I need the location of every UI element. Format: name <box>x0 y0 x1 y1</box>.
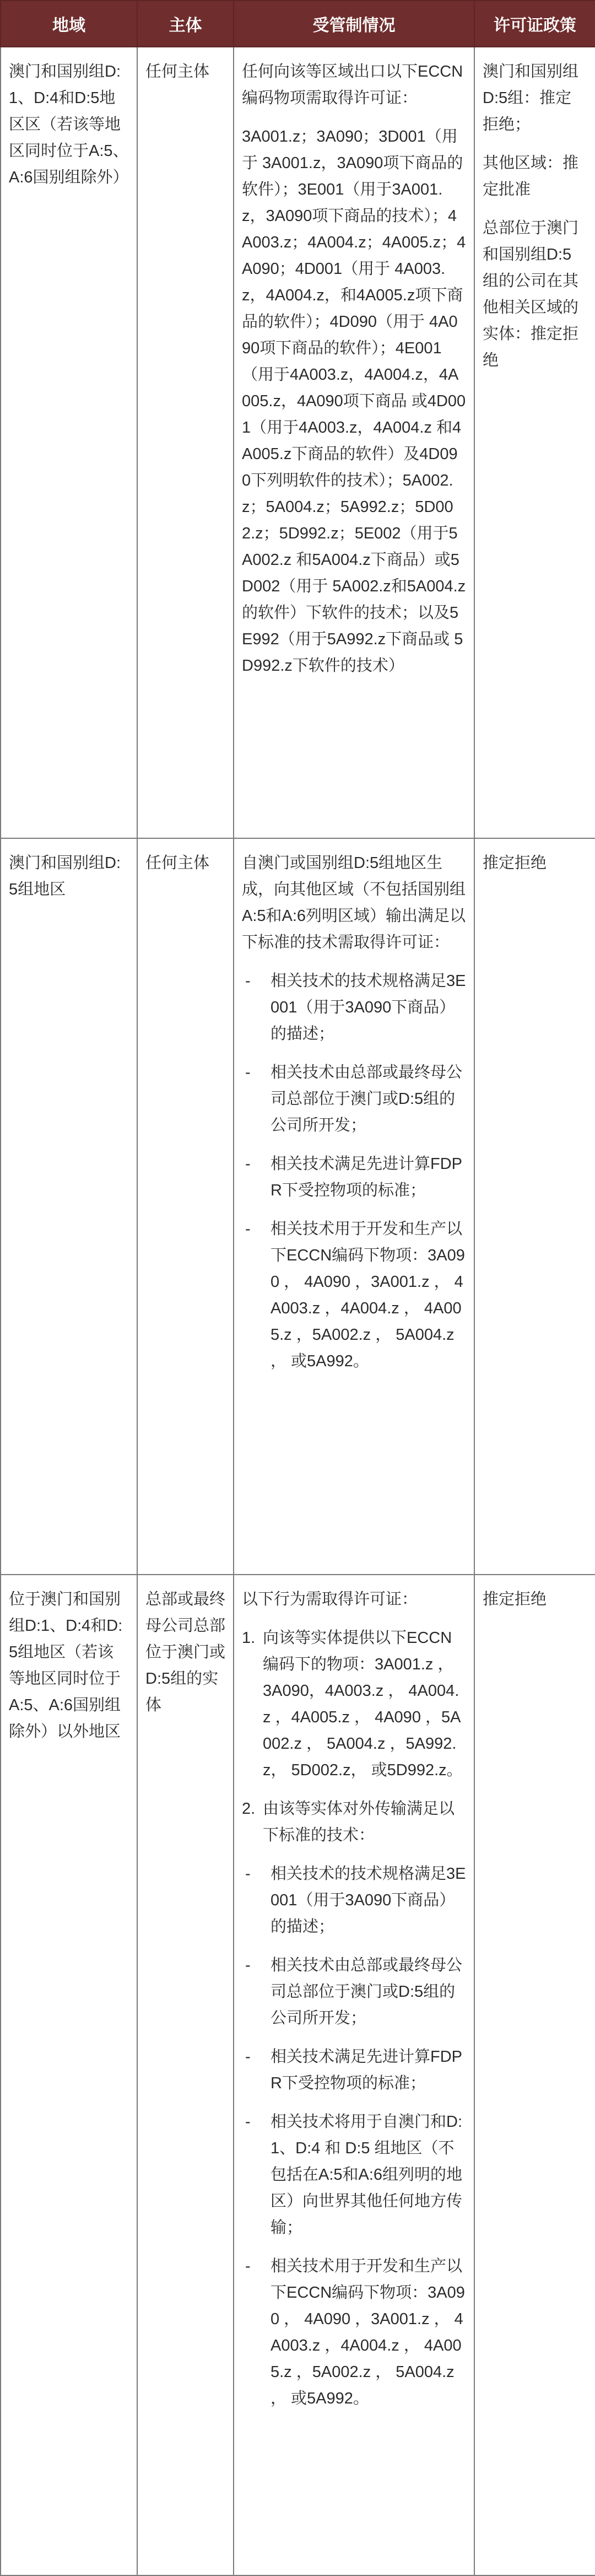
cell-subject <box>137 1575 234 2575</box>
controlled-intro: 任何向该等区域出口以下ECCN编码物项需取得许可证： <box>242 63 463 107</box>
region-text: 澳门和国别组D:1、D:4和D:5地区区（若该等地区同时位于A:5、A:6国别组除外） <box>9 63 129 186</box>
license-text: 推定拒绝 <box>483 854 547 872</box>
number-label: 2. <box>242 1800 256 1818</box>
subject-text: 总部或最终母公司总部位于澳门或D:5组的实体 <box>145 1591 226 1714</box>
cell-controlled <box>234 1575 474 2575</box>
controlled-body: 3A001.z；3A090；3D001（用于 3A001.z，3A090项下商品的软件）；3E001（用于3A001.z，3A090项下商品的技术）；4A003.z；4A004.z；4A005.z；4A090；4D001（用于 4A003.z，4A004.z，和4A005.z项下商品的软件）；4D090（用于 4A090项下商品的软件）；4E001（用于4A003.z，4A004.z，4A005.z，4A090项下商品 或4D001（用于4A003.z，4A004.z 和4A005.z下商品的软件）及4D090下列明软件的技术）；5A002.z；5A004.z；5A992.z；5D002.z；5D992.z；5E002（用于5A002.z 和5A004.z下商品）或5D002（用于 5A002.z和5A004.z的软件）下软件的技术；以及5E992（用于5A992.z下商品或 5D992.z下软件的技术） <box>242 128 466 675</box>
header-license-policy: 许可证政策 <box>474 1 595 47</box>
table-row <box>1 838 595 1575</box>
criteria-list <box>242 1861 466 2412</box>
list-item: - 相关技术用于开发和生产以下ECCN编码下物项：3A090 ， 4A090 ，3A001.z ， 4A003.z ，4A004.z ， 4A005.z ，5A002.z ， 5A004.z ， 或5A992。 <box>242 2253 466 2412</box>
numbered-item-text: 向该等实体提供以下ECCN编码下的物项：3A001.z ， 3A090，4A003.z ， 4A004.z ，4A005.z ， 4A090 ，5A002.z ， 5A004.z ，5A992.z， 5D002.z， 或5D992.z。 <box>263 1629 463 1779</box>
list-item: - 相关技术的技术规格满足3E001（用于3A090下商品）的描述； <box>242 1861 466 1940</box>
numbered-item <box>242 1796 466 2412</box>
subject-text: 任何主体 <box>145 63 210 80</box>
table-row <box>1 47 595 838</box>
cell-region <box>1 838 137 1575</box>
region-text: 澳门和国别组D:5组地区 <box>9 854 121 898</box>
license-line: 总部位于澳门和国别组D:5组的公司在其他相关区域的实体：推定拒绝 <box>483 219 579 369</box>
list-item: - 相关技术满足先进计算FDPR下受控物项的标准； <box>242 2044 466 2097</box>
cell-license-policy <box>474 838 595 1575</box>
list-item: - 相关技术的技术规格满足3E001（用于3A090下商品）的描述； <box>242 968 466 1047</box>
criteria-list <box>242 968 466 1375</box>
cell-subject <box>137 47 234 838</box>
numbered-list <box>242 1625 466 2412</box>
list-item: - 相关技术将用于自澳门和D:1、D:4 和 D:5 组地区（不包括在A:5和A:6组列明的地区）向世界其他任何地方传输； <box>242 2109 466 2241</box>
cell-controlled <box>234 838 474 1575</box>
controlled-intro: 自澳门或国别组D:5组地区生成，向其他区域（不包括国别组A:5和A:6列明区域）输出满足以下标准的技术需取得许可证： <box>242 854 466 951</box>
header-region: 地域 <box>1 1 137 47</box>
cell-region <box>1 47 137 838</box>
license-line: 澳门和国别组D:5组：推定拒绝； <box>483 63 579 133</box>
controlled-intro: 以下行为需取得许可证： <box>242 1591 418 1608</box>
number-label: 1. <box>242 1629 256 1647</box>
license-line: 其他区域：推定批准 <box>483 154 579 198</box>
license-text: 推定拒绝 <box>483 1591 547 1608</box>
cell-license-policy <box>474 47 595 838</box>
header-controlled: 受管制情况 <box>234 1 474 47</box>
subject-text: 任何主体 <box>145 854 210 872</box>
list-item: - 相关技术用于开发和生产以下ECCN编码下物项：3A090 ， 4A090 ，3A001.z ， 4A003.z ，4A004.z ， 4A005.z ，5A002.z ， 5A004.z ， 或5A992。 <box>242 1216 466 1375</box>
list-item: - 相关技术由总部或最终母公司总部位于澳门或D:5组的公司所开发； <box>242 1952 466 2031</box>
cell-license-policy <box>474 1575 595 2575</box>
list-item: - 相关技术满足先进计算FDPR下受控物项的标准； <box>242 1151 466 1204</box>
cell-subject <box>137 838 234 1575</box>
cell-controlled <box>234 47 474 838</box>
numbered-item <box>242 1625 466 1783</box>
table-row <box>1 1575 595 2575</box>
table-header-row <box>1 1 595 47</box>
region-text: 位于澳门和国别组D:1、D:4和D:5组地区（若该等地区同时位于A:5、A:6国别组除外）以外地区 <box>9 1591 123 1740</box>
header-subject: 主体 <box>137 1 234 47</box>
numbered-item-text: 由该等实体对外传输满足以下标准的技术： <box>263 1800 455 1844</box>
cell-region <box>1 1575 137 2575</box>
list-item: - 相关技术由总部或最终母公司总部位于澳门或D:5组的公司所开发； <box>242 1059 466 1139</box>
